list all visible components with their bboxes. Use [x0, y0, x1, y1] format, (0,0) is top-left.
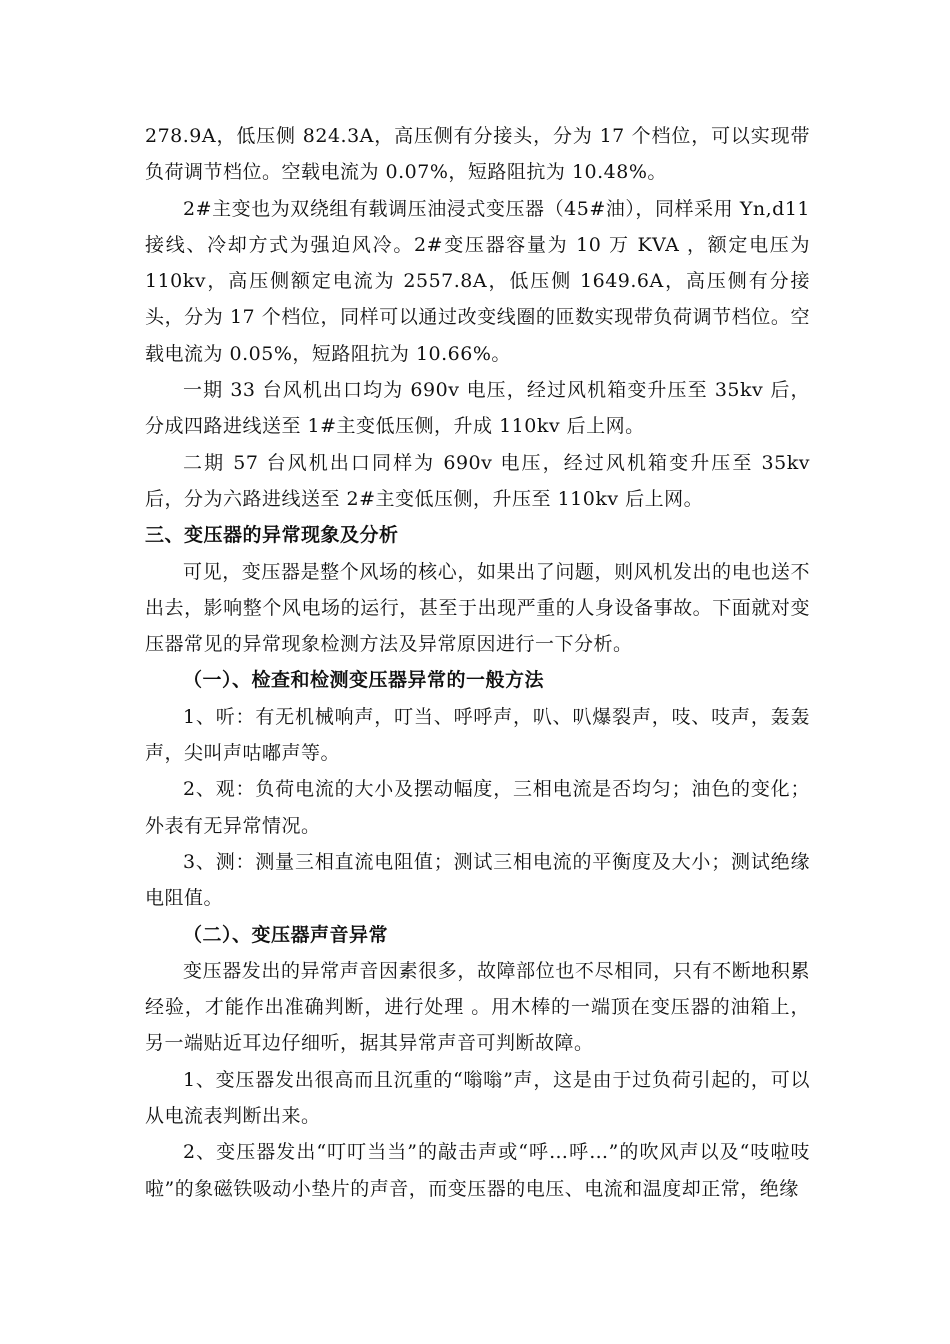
subsection-heading-1: （一）、检查和检测变压器异常的一般方法: [183, 669, 545, 692]
paragraph-intro: 可见，变压器是整个风场的核心，如果出了问题，则风机发出的电也送不出去，影响整个风电场的运行，甚至于出现严重的人身设备事故。下面就对变压器常见的异常现象检测方法及异常原因进行一下分析。: [145, 560, 810, 656]
list-item-observe: 2、观：负荷电流的大小及摆动幅度，三相电流是否均匀；油色的变化；外表有无异常情况。: [145, 778, 810, 837]
subsection-heading-2: （二）、变压器声音异常: [183, 923, 389, 946]
list-item-sound-1: 1、变压器发出很高而且沉重的“嗡嗡”声，这是由于过负荷引起的，可以从电流表判断出来。: [145, 1068, 810, 1128]
paragraph-phase-2: 二期 57 台风机出口同样为 690v 电压，经过风机箱变升压至 35kv 后，分为六路进线送至 2#主变低压侧，升压至 110kv 后上网。: [145, 451, 810, 510]
paragraph-sound-intro: 变压器发出的异常声音因素很多，故障部位也不尽相同，只有不断地积累经验，才能作出准确判断，进行处理 。用木棒的一端顶在变压器的油箱上，另一端贴近耳边仔细听，据其异常声音可判断故障。: [145, 959, 810, 1055]
paragraph-continuation: 278.9A，低压侧 824.3A，高压侧有分接头，分为 17 个档位，可以实现带负荷调节档位。空载电流为 0.07%，短路阻抗为 10.48%。: [145, 125, 810, 184]
document-body: [145, 118, 810, 1207]
list-item-listen: 1、听：有无机械响声，叮当、呼呼声，叭、叭爆裂声，吱、吱声，轰轰声，尖叫声咕嘟声等。: [145, 705, 810, 765]
list-item-sound-2: 2、变压器发出“叮叮当当”的敲击声或“呼…呼…”的吹风声以及“吱啦吱啦”的象磁铁吸动小垫片的声音，而变压器的电压、电流和温度却正常，绝缘: [145, 1141, 810, 1200]
paragraph-phase-1: 一期 33 台风机出口均为 690v 电压，经过风机箱变升压至 35kv 后，分成四路进线送至 1#主变低压侧，升成 110kv 后上网。: [145, 379, 810, 438]
paragraph-transformer-2: 2#主变也为双绕组有载调压油浸式变压器（45#油），同样采用 Yn,d11 接线、冷却方式为强迫风冷。2#变压器容量为 10 万 KVA ，额定电压为 110kv，高压侧额定电流为 2557.8A，低压侧 1649.6A，高压侧有分接头，分为 17 个档位，同样可以通过改变线圈的匝数实现带负荷调节档位。空载电流为 0.05%，短路阻抗为 10.66%。: [145, 197, 810, 365]
list-item-measure: 3、测：测量三相直流电阻值；测试三相电流的平衡度及大小；测试绝缘电阻值。: [145, 850, 810, 910]
section-heading-3: 三、变压器的异常现象及分析: [145, 524, 399, 547]
